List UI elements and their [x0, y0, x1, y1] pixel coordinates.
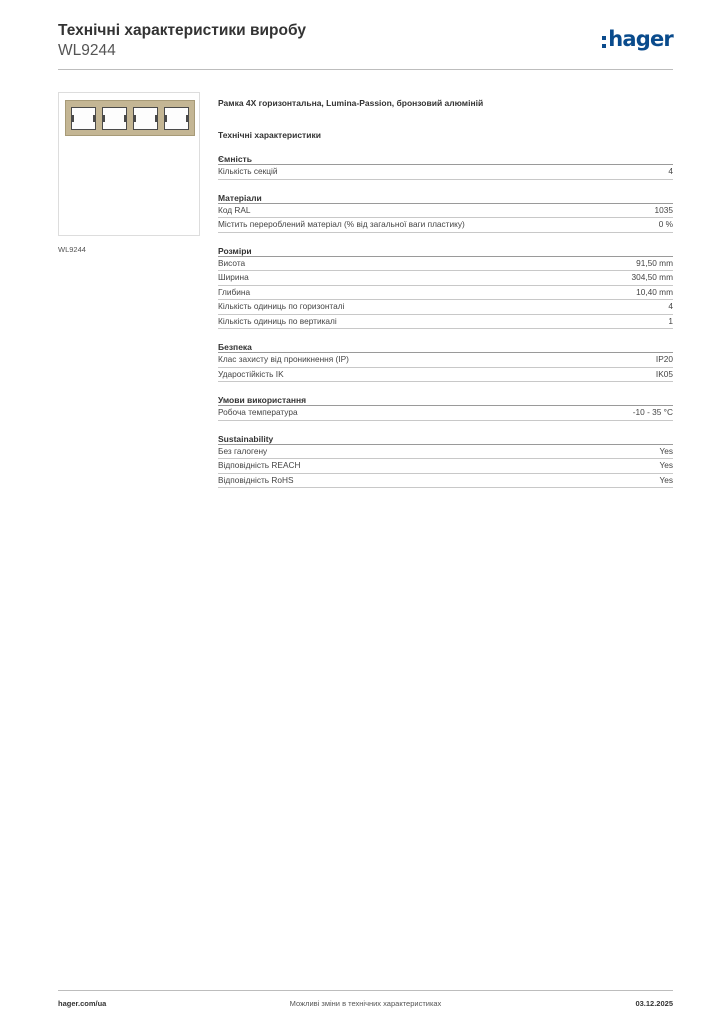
spec-label: Робоча температура — [218, 407, 298, 417]
spec-label: Кількість одиниць по вертикалі — [218, 315, 337, 326]
section-title: Ємність — [218, 153, 673, 165]
spec-label: Містить перероблений матеріал (% від загальної ваги пластику) — [218, 219, 465, 229]
section-title: Безпека — [218, 341, 673, 353]
spec-section — [218, 433, 673, 489]
spec-value: -10 - 35 °C — [632, 407, 673, 417]
spec-row — [218, 271, 673, 286]
image-caption: WL9244 — [58, 245, 86, 254]
section-title: Розміри — [218, 245, 673, 257]
spec-label: Глибина — [218, 286, 251, 297]
spec-label: Кількість одиниць по горизонталі — [218, 301, 345, 311]
footer-note: Можливі зміни в технічних характеристиках — [289, 999, 442, 1008]
spec-section — [218, 341, 673, 382]
frame-opening — [71, 107, 96, 130]
spec-row — [218, 315, 673, 330]
product-image — [58, 92, 200, 236]
spec-row — [218, 286, 673, 301]
spec-label: Відповідність RoHS — [218, 474, 294, 485]
spec-row — [218, 204, 673, 219]
hager-logo — [602, 26, 673, 52]
spec-row — [218, 406, 673, 421]
spec-label: Ударостійкість IK — [218, 368, 284, 379]
spec-label: Код RAL — [218, 204, 251, 215]
spec-section — [218, 245, 673, 330]
section-title: Sustainability — [218, 433, 673, 445]
spec-section — [218, 192, 673, 233]
section-title: Умови використання — [218, 394, 673, 406]
spec-label: Відповідність REACH — [218, 460, 301, 470]
spec-value: IP20 — [655, 354, 673, 364]
document-title: Технічні характеристики виробу — [58, 22, 306, 39]
spec-row — [218, 474, 673, 489]
spec-label: Кількість секцій — [218, 166, 278, 176]
logo-dots-icon — [602, 36, 606, 48]
spec-label: Без галогену — [218, 445, 268, 456]
product-name: Рамка 4X горизонтальна, Lumina-Passion, бронзовий алюміній — [218, 98, 484, 108]
spec-value: 1035 — [654, 204, 673, 215]
spec-value: 304,50 mm — [631, 272, 673, 282]
spec-value: IK05 — [655, 368, 673, 379]
spec-value: 91,50 mm — [636, 257, 673, 268]
spec-value: 0 % — [658, 219, 673, 229]
frame-opening — [133, 107, 158, 130]
page-footer — [58, 990, 673, 1014]
tech-specs-title: Технічні характеристики — [218, 130, 321, 140]
spec-row — [218, 218, 673, 233]
spec-row — [218, 257, 673, 272]
spec-value: 1 — [668, 315, 673, 326]
spec-row — [218, 445, 673, 460]
spec-value: Yes — [659, 445, 673, 456]
spec-sections — [218, 153, 673, 488]
spec-label: Клас захисту від проникнення (IP) — [218, 354, 349, 364]
section-title: Матеріали — [218, 192, 673, 204]
footer-date: 03.12.2025 — [635, 999, 673, 1008]
page-header — [58, 22, 673, 70]
spec-row — [218, 165, 673, 180]
spec-value: 10,40 mm — [636, 286, 673, 297]
spec-value: 4 — [668, 166, 673, 176]
spec-value: Yes — [659, 474, 673, 485]
spec-content — [218, 97, 673, 488]
spec-label: Ширина — [218, 272, 249, 282]
product-code: WL9244 — [58, 42, 116, 59]
frame-4x-image — [65, 100, 195, 136]
spec-row — [218, 300, 673, 315]
spec-label: Висота — [218, 257, 246, 268]
spec-value: Yes — [659, 460, 673, 470]
spec-value: 4 — [668, 301, 673, 311]
spec-section — [218, 394, 673, 421]
spec-row — [218, 353, 673, 368]
frame-opening — [164, 107, 189, 130]
spec-row — [218, 459, 673, 474]
spec-row — [218, 368, 673, 383]
spec-section — [218, 153, 673, 180]
logo-text: hager — [608, 27, 673, 51]
frame-opening — [102, 107, 127, 130]
footer-website: hager.com/ua — [58, 999, 107, 1008]
